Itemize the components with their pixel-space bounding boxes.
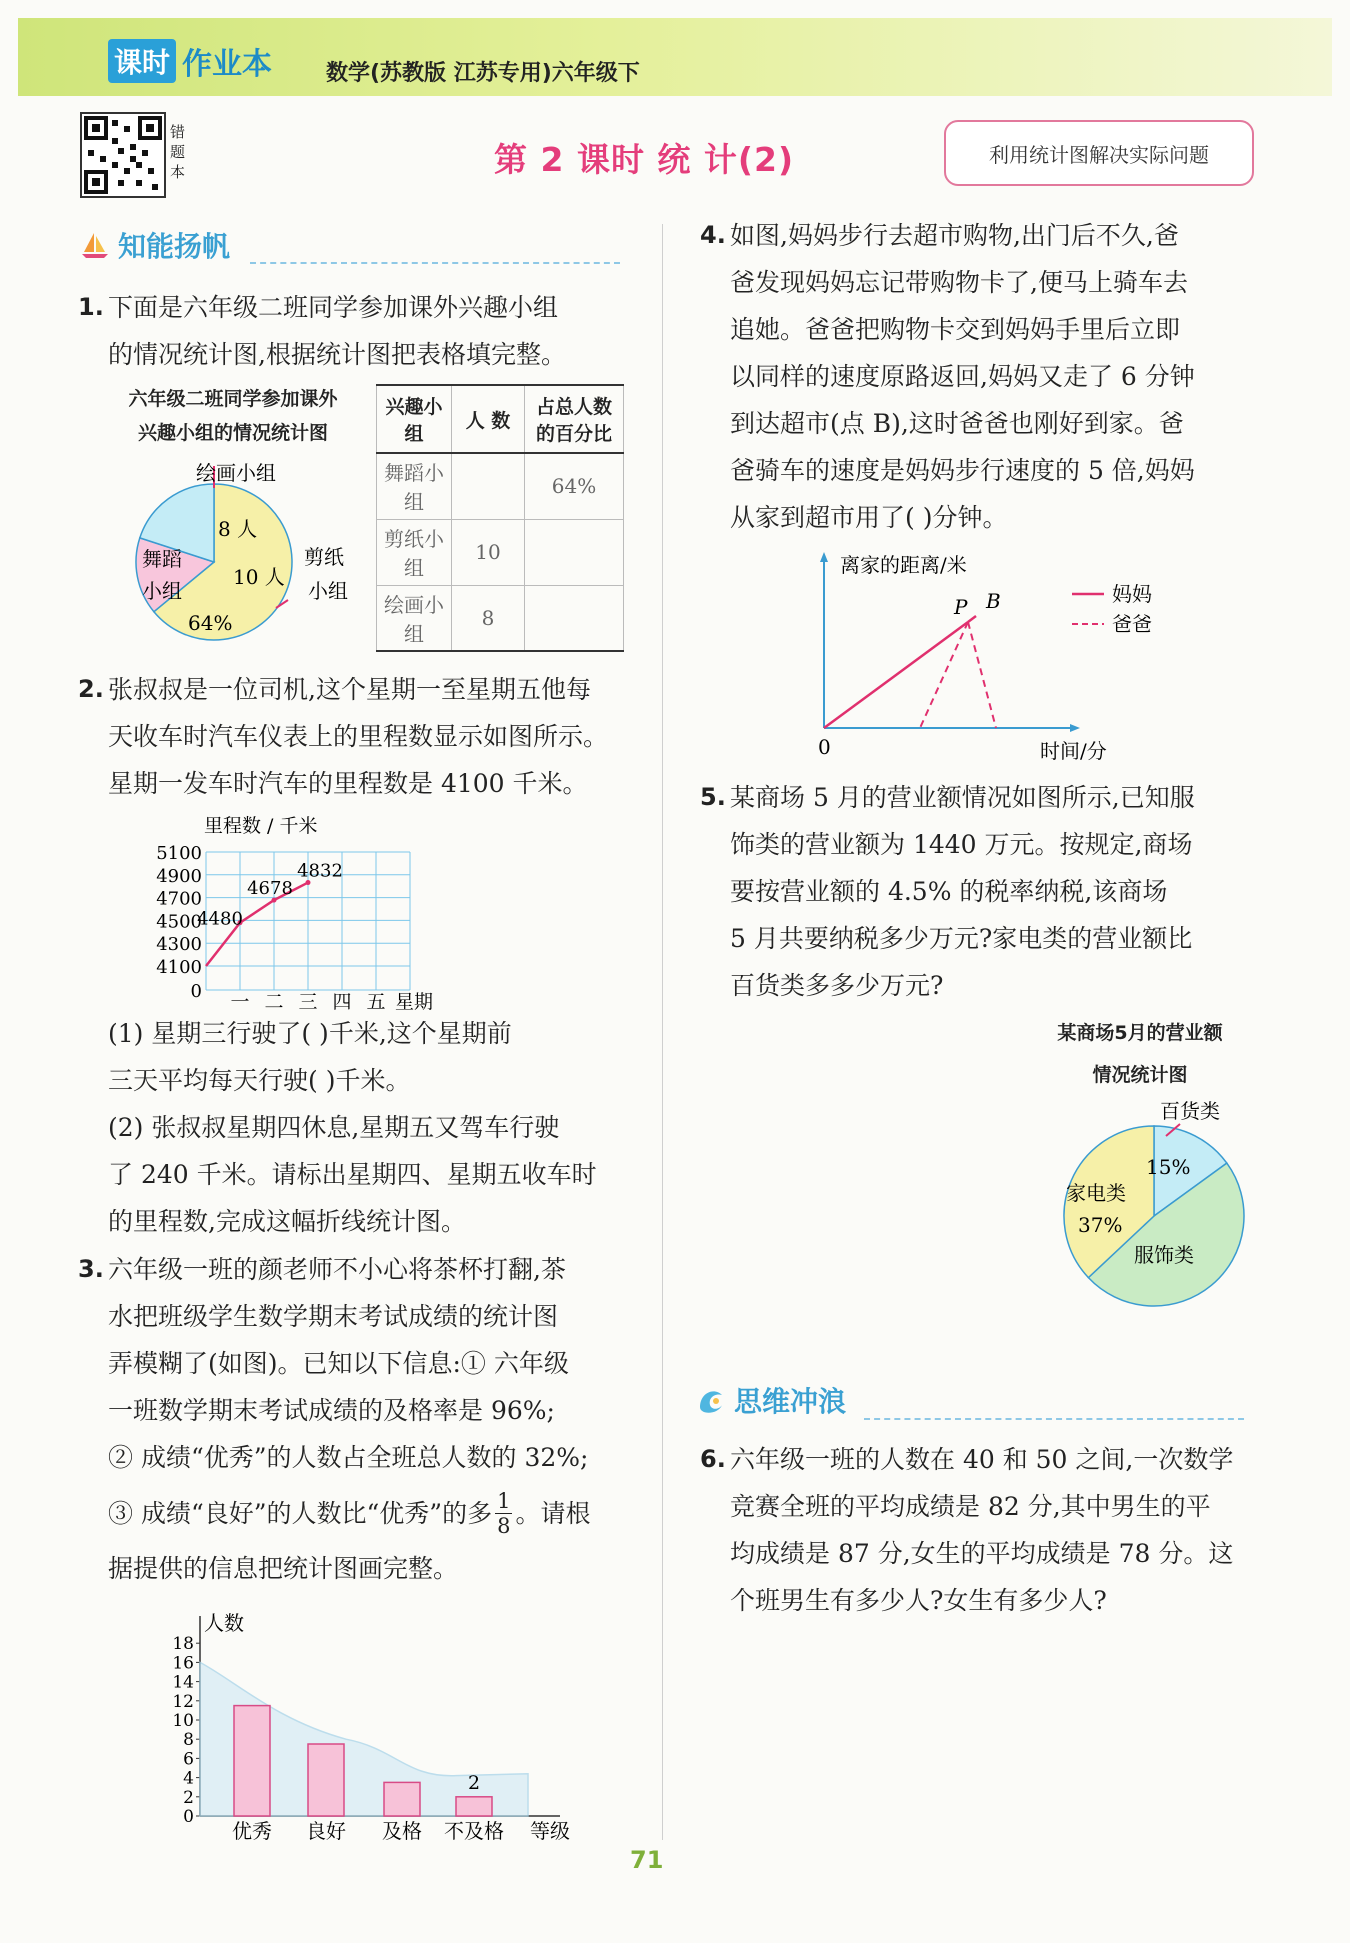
point-b-label: B [986, 589, 1001, 613]
question-number: 5. [700, 783, 726, 811]
data-label: 4480 [197, 908, 243, 930]
question-text-line: 六年级一班的人数在 40 和 50 之间,一次数学 [730, 1445, 1234, 1474]
table-header-row [377, 385, 624, 453]
table-row [377, 519, 624, 585]
question-text-line: 天收车时汽车仪表上的里程数显示如图所示。 [108, 722, 609, 751]
question-text-line: 据提供的信息把统计图画完整。 [108, 1554, 459, 1583]
pie1-title [108, 382, 358, 450]
question-2-sub [108, 1010, 648, 1245]
y-tick-label: 18 [172, 1634, 194, 1655]
bar-chart-content [172, 1611, 570, 1843]
bar [308, 1744, 344, 1816]
qr-label: 错题本 [170, 123, 186, 181]
question-text-line: 某商场 5 月的营业额情况如图所示,已知服 [730, 783, 1195, 812]
y-axis-arrow [820, 552, 828, 562]
question-text-line: 从家到超市用了( )分钟。 [730, 503, 1008, 532]
table-cell[interactable] [525, 519, 624, 585]
question-number: 6. [700, 1445, 726, 1473]
bar [234, 1706, 270, 1816]
pie1-label-drawing: 绘画小组 [196, 461, 276, 485]
fraction-denominator: 8 [497, 1513, 511, 1538]
pie1-label-cut-people: 10 人 [233, 565, 285, 589]
question-text-line: 一班数学期末考试成绩的及格率是 96%; [108, 1396, 555, 1425]
pie2-label-baihuo: 百货类 [1160, 1099, 1220, 1123]
pie1-label-cut: 小组 [308, 579, 348, 603]
question-text-line: 星期一发车时汽车的里程数是 4100 千米。 [108, 769, 588, 798]
legend-mom: 妈妈 [1112, 582, 1152, 606]
x-tick-label: 三 [298, 991, 318, 1013]
data-label: 2 [467, 1771, 481, 1794]
question-text-line: 饰类的营业额为 1440 万元。按规定,商场 [730, 830, 1193, 859]
question-1 [78, 284, 648, 378]
question-text-line: 六年级一班的颜老师不小心将茶杯打翻,茶 [108, 1255, 566, 1284]
section-title: 思维冲浪 [734, 1385, 847, 1418]
pie1-label-dance: 小组 [142, 579, 182, 603]
pie2-title-line: 情况统计图 [1092, 1064, 1188, 1086]
question-text-line: 爸骑车的速度是妈妈步行速度的 5 倍,妈妈 [730, 456, 1195, 485]
y-tick-label: 6 [183, 1749, 194, 1770]
wave-icon [696, 1385, 726, 1415]
y-tick-label: 0 [190, 981, 202, 1002]
question-text-line: (2) 张叔叔星期四休息,星期五又驾车行驶 [108, 1113, 560, 1142]
y-tick-label: 4300 [156, 934, 202, 956]
pie2-label-fushi: 服饰类 [1134, 1243, 1194, 1267]
x-tick-label: 及格 [382, 1819, 422, 1843]
question-text-line: 个班男生有多少人?女生有多少人? [730, 1586, 1107, 1615]
y-tick-label: 14 [172, 1672, 194, 1693]
distance-time-graph [800, 548, 1200, 766]
question-text-line: 均成绩是 87 分,女生的平均成绩是 78 分。这 [730, 1539, 1234, 1568]
question-text-line: 如图,妈妈步行去超市购物,出门后不久,爸 [730, 221, 1179, 250]
question-number: 3. [78, 1255, 104, 1283]
table-cell: 10 [452, 519, 525, 585]
page-number: 71 [630, 1846, 664, 1874]
x-axis-suffix: 星期 [394, 991, 434, 1013]
question-text-line: 竞赛全班的平均成绩是 82 分,其中男生的平 [730, 1492, 1211, 1521]
table-cell[interactable] [452, 453, 525, 519]
fraction [495, 1489, 512, 1538]
point-p-label: P [954, 595, 968, 619]
question-text-line: 爸发现妈妈忘记带购物卡了,便马上骑车去 [730, 268, 1188, 297]
table-row [377, 453, 624, 519]
question-text-line: ② 成绩“优秀”的人数占全班总人数的 32%; [108, 1443, 589, 1472]
y-tick-label: 10 [172, 1711, 194, 1731]
dad-line-out [920, 622, 968, 728]
pie1-label-drawing-people: 8 人 [218, 517, 258, 541]
question-number: 1. [78, 293, 104, 321]
table-header: 占总人数的百分比 [525, 385, 624, 453]
x-tick-label: 不及格 [444, 1819, 504, 1843]
question-text-line: 追她。爸爸把购物卡交到妈妈手里后立即 [730, 315, 1181, 344]
question-text-line: 的里程数,完成这幅折线统计图。 [108, 1207, 466, 1236]
fraction-numerator: 1 [497, 1488, 511, 1513]
mom-line [824, 622, 968, 728]
pie1-label-cut: 剪纸 [304, 545, 344, 569]
dad-line-back [968, 622, 996, 728]
pie2-title-line: 某商场5月的营业额 [1057, 1022, 1223, 1044]
y-tick-label: 12 [172, 1691, 194, 1712]
pie-chart-interest-groups [118, 458, 368, 668]
line-chart-mileage [156, 808, 576, 1013]
brand-name: 作业本 [182, 47, 273, 82]
pie2-label-jiadian-pct: 37% [1078, 1213, 1123, 1237]
y-tick-label: 5100 [156, 843, 202, 864]
x-tick-label: 良好 [306, 1819, 346, 1843]
column-divider [662, 224, 663, 1840]
x-tick-label: 五 [366, 991, 386, 1013]
pie1-label-dance-pct: 64% [188, 611, 233, 635]
pie1-title-line: 六年级二班同学参加课外 [128, 388, 338, 410]
question-text-line: 三天平均每天行驶( )千米。 [108, 1066, 411, 1095]
question-text-line: 以同样的速度原路返回,妈妈又走了 6 分钟 [730, 362, 1195, 391]
question-4 [700, 212, 1270, 541]
brand-badge: 课时 [108, 39, 176, 83]
table-cell: 64% [525, 453, 624, 519]
pie2-label-baihuo-pct: 15% [1146, 1155, 1191, 1179]
text-fragment: 。请根 [515, 1498, 591, 1528]
question-text-line: 弄模糊了(如图)。已知以下信息:① 六年级 [108, 1349, 569, 1378]
sailboat-icon [80, 230, 110, 260]
table-cell[interactable] [525, 585, 624, 651]
table-cell: 8 [452, 585, 525, 651]
table-row [377, 585, 624, 651]
question-number: 2. [78, 675, 104, 703]
table-cell: 舞蹈小组 [377, 453, 452, 519]
question-3 [78, 1246, 648, 1592]
table-cell: 绘画小组 [377, 585, 452, 651]
question-text-line: 张叔叔是一位司机,这个星期一至星期五他每 [108, 675, 591, 704]
question-text-line: 水把班级学生数学期末考试成绩的统计图 [108, 1302, 559, 1331]
pie1-title-line: 兴趣小组的情况统计图 [137, 422, 328, 444]
question-text-line: 要按营业额的 4.5% 的税率纳税,该商场 [730, 877, 1168, 906]
text-fragment: ③ 成绩“良好”的人数比“优秀”的多 [108, 1498, 493, 1528]
data-label: 4678 [247, 878, 293, 900]
objective-text: 利用统计图解决实际问题 [989, 142, 1209, 167]
x-tick-label: 一 [230, 991, 250, 1013]
bar [384, 1782, 420, 1816]
y-tick-label: 4900 [156, 865, 202, 887]
section-divider [864, 1418, 1244, 1420]
brand-logo [108, 40, 272, 82]
line-chart-marks [197, 861, 343, 966]
interest-group-table [376, 384, 624, 652]
y-axis-label: 人数 [204, 1611, 244, 1635]
y-tick-label: 16 [172, 1653, 194, 1674]
y-tick-label: 2 [183, 1787, 194, 1808]
x-tick-label: 二 [264, 991, 284, 1013]
pie-chart-sales [1050, 1094, 1270, 1316]
x-axis-suffix: 等级 [530, 1819, 570, 1843]
graph-ylabel: 离家的距离/米 [840, 553, 967, 577]
pie1-label-dance: 舞蹈 [142, 547, 182, 571]
bar-chart-grades [156, 1606, 596, 1843]
mom-line [968, 616, 976, 622]
graph-xlabel: 时间/分 [1040, 739, 1107, 763]
y-tick-label: 4700 [156, 888, 202, 910]
table-cell: 剪纸小组 [377, 519, 452, 585]
qr-code-icon[interactable] [80, 112, 166, 198]
lesson-title: 第 2 课时 统 计(2) [494, 140, 795, 179]
bar [456, 1797, 492, 1816]
question-number: 4. [700, 221, 726, 249]
question-text-line: 百货类多多少万元? [730, 971, 944, 1000]
section-title: 知能扬帆 [118, 230, 231, 263]
x-tick-label: 四 [332, 991, 352, 1013]
question-text-line: 的情况统计图,根据统计图把表格填完整。 [108, 340, 566, 369]
section-head-zhineng [80, 225, 230, 265]
question-2 [78, 666, 648, 807]
y-tick-label: 4100 [156, 957, 202, 978]
legend-dad: 爸爸 [1112, 612, 1152, 636]
question-text-line [108, 1481, 648, 1545]
y-tick-label: 4500 [156, 911, 202, 933]
x-tick-label: 优秀 [232, 1819, 272, 1843]
question-text-line: 5 月共要纳税多少万元?家电类的营业额比 [730, 924, 1193, 953]
y-axis-label: 里程数 / 千米 [204, 815, 318, 837]
question-text-line: 了 240 千米。请标出星期四、星期五收车时 [108, 1160, 597, 1189]
section-divider [250, 262, 620, 264]
table-header: 人 数 [452, 385, 525, 453]
y-tick-label: 4 [183, 1768, 194, 1789]
question-6 [700, 1436, 1270, 1624]
pie2-title [1020, 1012, 1260, 1096]
data-label: 4832 [297, 860, 343, 882]
y-tick-label: 8 [183, 1730, 194, 1751]
graph-origin: 0 [818, 735, 831, 759]
table-header: 兴趣小组 [377, 385, 452, 453]
question-text-line: (1) 星期三行驶了( )千米,这个星期前 [108, 1019, 512, 1048]
y-tick-label: 0 [183, 1807, 194, 1827]
pie2-label-jiadian: 家电类 [1066, 1181, 1126, 1205]
question-text-line: 下面是六年级二班同学参加课外兴趣小组 [108, 293, 559, 322]
x-axis-arrow [1070, 724, 1080, 732]
question-5 [700, 774, 1270, 1009]
section-head-siwei [696, 1380, 846, 1420]
question-text-line: 到达超市(点 B),这时爸爸也刚好到家。爸 [730, 409, 1184, 438]
book-subtitle: 数学(苏教版 江苏专用)六年级下 [326, 61, 640, 86]
objective-badge [944, 120, 1254, 186]
